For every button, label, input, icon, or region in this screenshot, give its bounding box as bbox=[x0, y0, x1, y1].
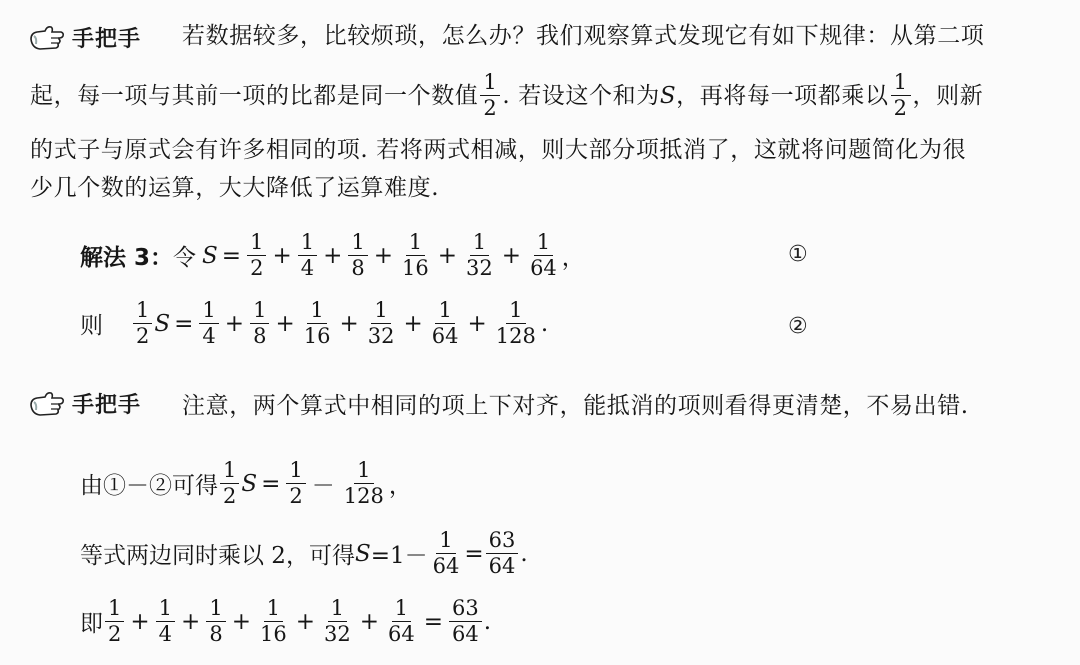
equals-sign: = bbox=[464, 540, 484, 567]
equals-sign: = bbox=[423, 608, 444, 635]
fraction-63-64ths: $\frac{63}{64}$ bbox=[449, 598, 482, 645]
plus-sign: + bbox=[224, 310, 245, 337]
derivation-line-3 bbox=[80, 598, 491, 645]
fraction-63-64ths: $\frac{63}{64}$ bbox=[486, 530, 519, 577]
plus-sign: + bbox=[339, 310, 359, 337]
plus-sign: + bbox=[323, 242, 343, 269]
series-term-fraction: $\frac{1}{16}$ bbox=[259, 596, 287, 646]
period: . bbox=[483, 608, 492, 635]
derivation-line-2 bbox=[80, 530, 528, 577]
series-term-fraction: $\frac{1}{8}$ bbox=[348, 232, 367, 279]
equation-marker-2: ② bbox=[788, 314, 808, 339]
series-term-fraction: $\frac{1}{4}$ bbox=[199, 300, 218, 347]
derivation-line3-prefix: 即 bbox=[80, 611, 103, 637]
tip1-line2-post: ，再将每一项都乘以 bbox=[676, 82, 889, 109]
series-term-fraction: $\frac{1}{4}$ bbox=[298, 232, 317, 279]
plus-sign: + bbox=[272, 242, 292, 269]
solution-equation-2 bbox=[80, 300, 548, 347]
series-term-fraction: $\frac{1}{32}$ bbox=[466, 230, 493, 280]
series-term-fraction: $\frac{1}{2}$ bbox=[247, 232, 266, 279]
plus-sign: + bbox=[403, 310, 423, 337]
tip1-line3: 的式子与原式会有许多相同的项. 若将两式相减，则大部分项抵消了，这就将问题简化为很 bbox=[30, 137, 967, 163]
series-terms-2 bbox=[197, 300, 540, 347]
variable-s: S bbox=[202, 242, 218, 269]
series-term-fraction: $\frac{1}{4}$ bbox=[156, 598, 175, 645]
series-term-fraction: $\frac{1}{64}$ bbox=[388, 596, 415, 646]
tip-badge-2-text: 手把手 bbox=[72, 393, 142, 418]
fraction-one-half: $\frac{1}{2}$ bbox=[220, 460, 239, 507]
period: . bbox=[520, 540, 528, 567]
series-term-fraction: $\frac{1}{64}$ bbox=[530, 230, 557, 280]
variable-s: S bbox=[354, 540, 371, 567]
then-word: 则 bbox=[80, 313, 103, 339]
tip1-line2-mid: . 若设这个和为 bbox=[502, 82, 660, 109]
series-term-fraction: $\frac{1}{128}$ bbox=[495, 298, 536, 348]
fraction-one-half: $\frac{1}{2}$ bbox=[133, 300, 152, 347]
series-term-fraction: $\frac{1}{16}$ bbox=[303, 298, 331, 348]
plus-sign: + bbox=[359, 608, 379, 635]
series-terms-3 bbox=[103, 598, 420, 645]
tip2-text: 注意，两个算式中相同的项上下对齐，能抵消的项则看得更清楚，不易出错. bbox=[182, 393, 969, 419]
series-term-fraction: $\frac{1}{16}$ bbox=[402, 230, 429, 280]
tip-badge-2 bbox=[28, 388, 141, 419]
plus-sign: + bbox=[231, 608, 251, 635]
equals-sign: = bbox=[174, 310, 194, 337]
series-term-fraction: $\frac{1}{32}$ bbox=[323, 596, 351, 646]
derivation-line-1 bbox=[80, 460, 412, 507]
variable-s: S bbox=[154, 310, 171, 337]
derivation-prefix: 由①－②可得 bbox=[80, 473, 218, 499]
plus-sign: + bbox=[275, 310, 295, 337]
plus-sign: + bbox=[181, 608, 201, 635]
minus-sign: － bbox=[311, 473, 335, 499]
tip-badge-1 bbox=[28, 22, 141, 53]
series-terms-1 bbox=[245, 232, 562, 279]
tip1-line4: 少几个数的运算，大大降低了运算难度. bbox=[30, 175, 440, 201]
derivation-line2-prefix: 等式两边同时乘以 2，可得 bbox=[80, 543, 355, 569]
comma: ， bbox=[561, 245, 585, 271]
tip1-line1: 若数据较多，比较烦琐，怎么办？我们观察算式发现它有如下规律：从第二项 bbox=[182, 23, 985, 49]
period: . bbox=[540, 310, 549, 337]
fraction-one-half: $\frac{1}{2}$ bbox=[891, 72, 911, 119]
pointing-hand-icon bbox=[28, 24, 66, 52]
plus-sign: + bbox=[501, 242, 522, 269]
tip-badge-1-text: 手把手 bbox=[72, 27, 142, 52]
plus-sign: + bbox=[373, 242, 394, 269]
fraction-one-half: $\frac{1}{2}$ bbox=[480, 72, 500, 119]
derivation-line2-eq: =1－ bbox=[370, 543, 428, 569]
series-term-fraction: $\frac{1}{32}$ bbox=[367, 298, 395, 348]
series-term-fraction: $\frac{1}{8}$ bbox=[250, 300, 269, 347]
variable-s: S bbox=[241, 470, 258, 497]
series-term-fraction: $\frac{1}{8}$ bbox=[206, 598, 225, 645]
solution-label: 解法 3： bbox=[80, 245, 174, 271]
fraction-one-128th: $\frac{1}{128}$ bbox=[343, 458, 384, 508]
plus-sign: + bbox=[467, 310, 487, 337]
equation-marker-1: ① bbox=[788, 242, 808, 267]
tip1-line2-pre: 起，每一项与其前一项的比都是同一个数值 bbox=[30, 82, 479, 109]
equals-sign: = bbox=[221, 242, 242, 269]
pointing-hand-icon bbox=[28, 390, 66, 418]
equals-sign: = bbox=[261, 470, 281, 497]
series-term-fraction: $\frac{1}{2}$ bbox=[105, 598, 124, 645]
solution-equation-1 bbox=[80, 232, 585, 279]
variable-s: S bbox=[659, 82, 677, 109]
tip1-line2-end: ，则新 bbox=[912, 82, 984, 109]
plus-sign: + bbox=[130, 608, 150, 635]
plus-sign: + bbox=[295, 608, 315, 635]
comma: ， bbox=[388, 473, 412, 499]
plus-sign: + bbox=[437, 242, 458, 269]
tip1-line2 bbox=[30, 72, 983, 119]
series-term-fraction: $\frac{1}{64}$ bbox=[431, 298, 459, 348]
fraction-one-64th: $\frac{1}{64}$ bbox=[432, 528, 460, 578]
fraction-one-half: $\frac{1}{2}$ bbox=[286, 460, 305, 507]
let-word: 令 bbox=[173, 245, 197, 271]
